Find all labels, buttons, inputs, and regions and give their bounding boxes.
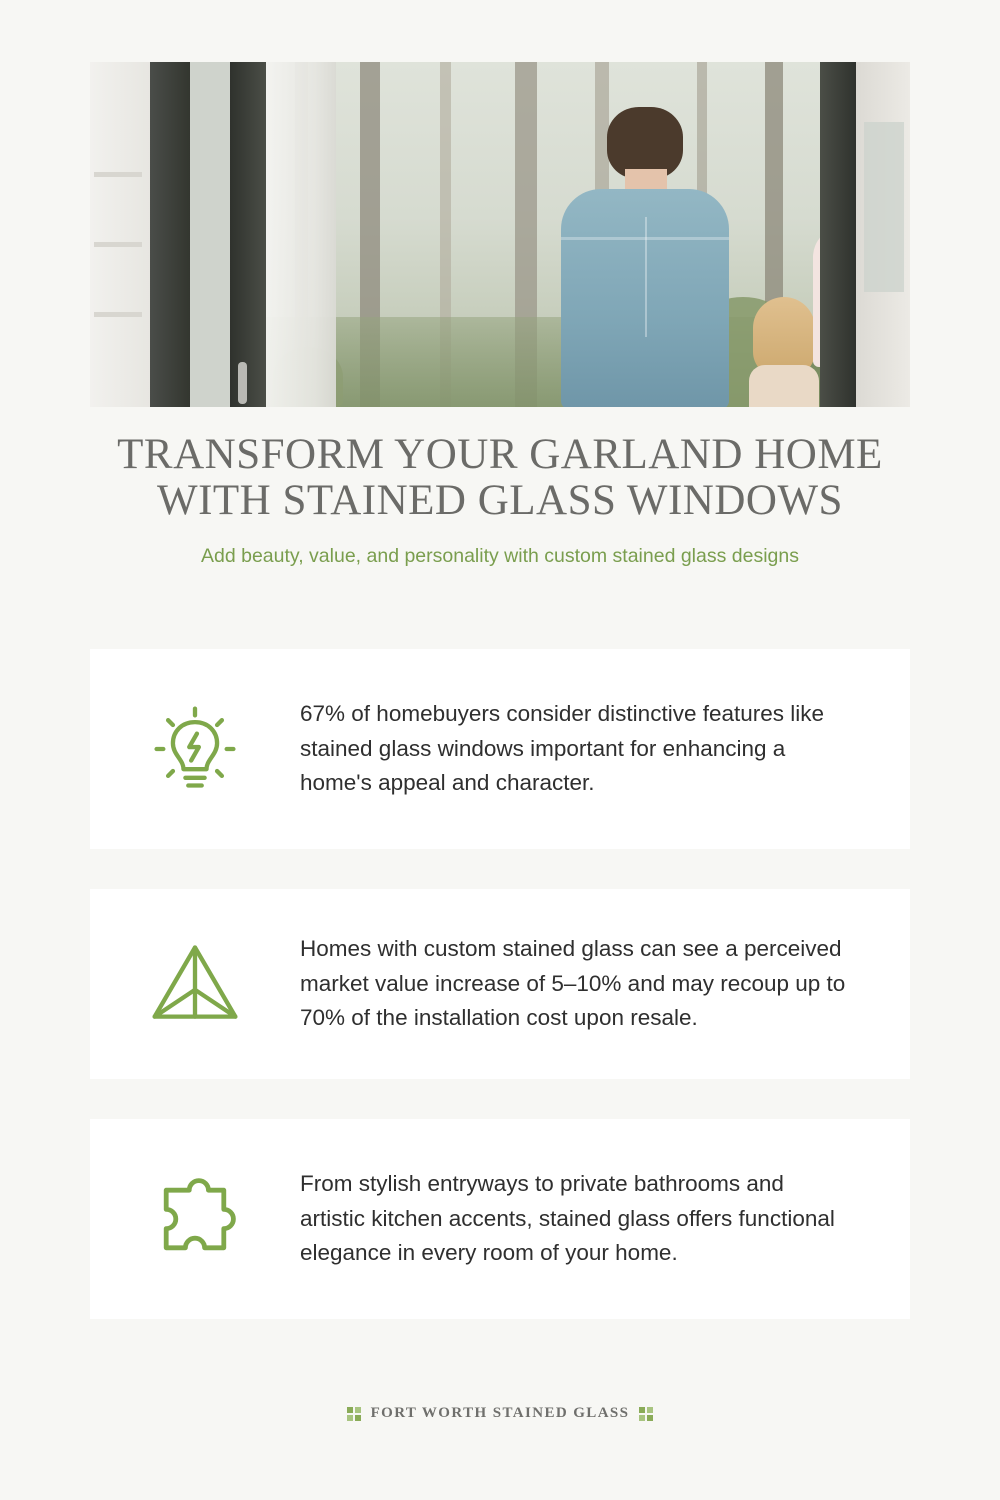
fact-card-text: Homes with custom stained glass can see a perceived market value increase of 5–10% and may recoup up to 70% of the installation cost upon resale. (300, 935, 846, 1031)
man-figure (555, 107, 735, 407)
door-handle (238, 362, 247, 404)
door-frame-inner (230, 62, 266, 407)
fact-card (90, 1119, 910, 1319)
footer-brand (0, 1405, 1000, 1422)
lightbulb-idea-icon (90, 701, 300, 797)
curtain (266, 62, 336, 407)
page-subtitle: Add beauty, value, and personality with custom stained glass designs (201, 545, 799, 567)
door-frame-left (150, 62, 190, 407)
interior-wall-right (856, 62, 910, 407)
page-title: TRANSFORM YOUR GARLAND HOME WITH STAINED GLASS WINDOWS (117, 431, 883, 525)
interior-wall-left (90, 62, 150, 407)
hero-image (90, 62, 910, 407)
fact-card (90, 649, 910, 849)
hero-scene (90, 62, 910, 407)
brand-mark-left-icon (347, 1407, 361, 1421)
fact-card-text: 67% of homebuyers consider distinctive features like stained glass windows important for enhancing a home's appeal and character. (300, 700, 825, 796)
fact-card-text: From stylish entryways to private bathrooms and artistic kitchen accents, stained glass offers functional elegance in every room of your home. (300, 1170, 835, 1266)
door-frame-right (820, 62, 856, 407)
forest-background (265, 62, 820, 407)
pyramid-icon (90, 936, 300, 1032)
fact-card (90, 889, 910, 1079)
brand-name: FORT WORTH STAINED GLASS (370, 1405, 630, 1421)
puzzle-piece-icon (90, 1171, 300, 1267)
brand-mark-right-icon (639, 1407, 653, 1421)
